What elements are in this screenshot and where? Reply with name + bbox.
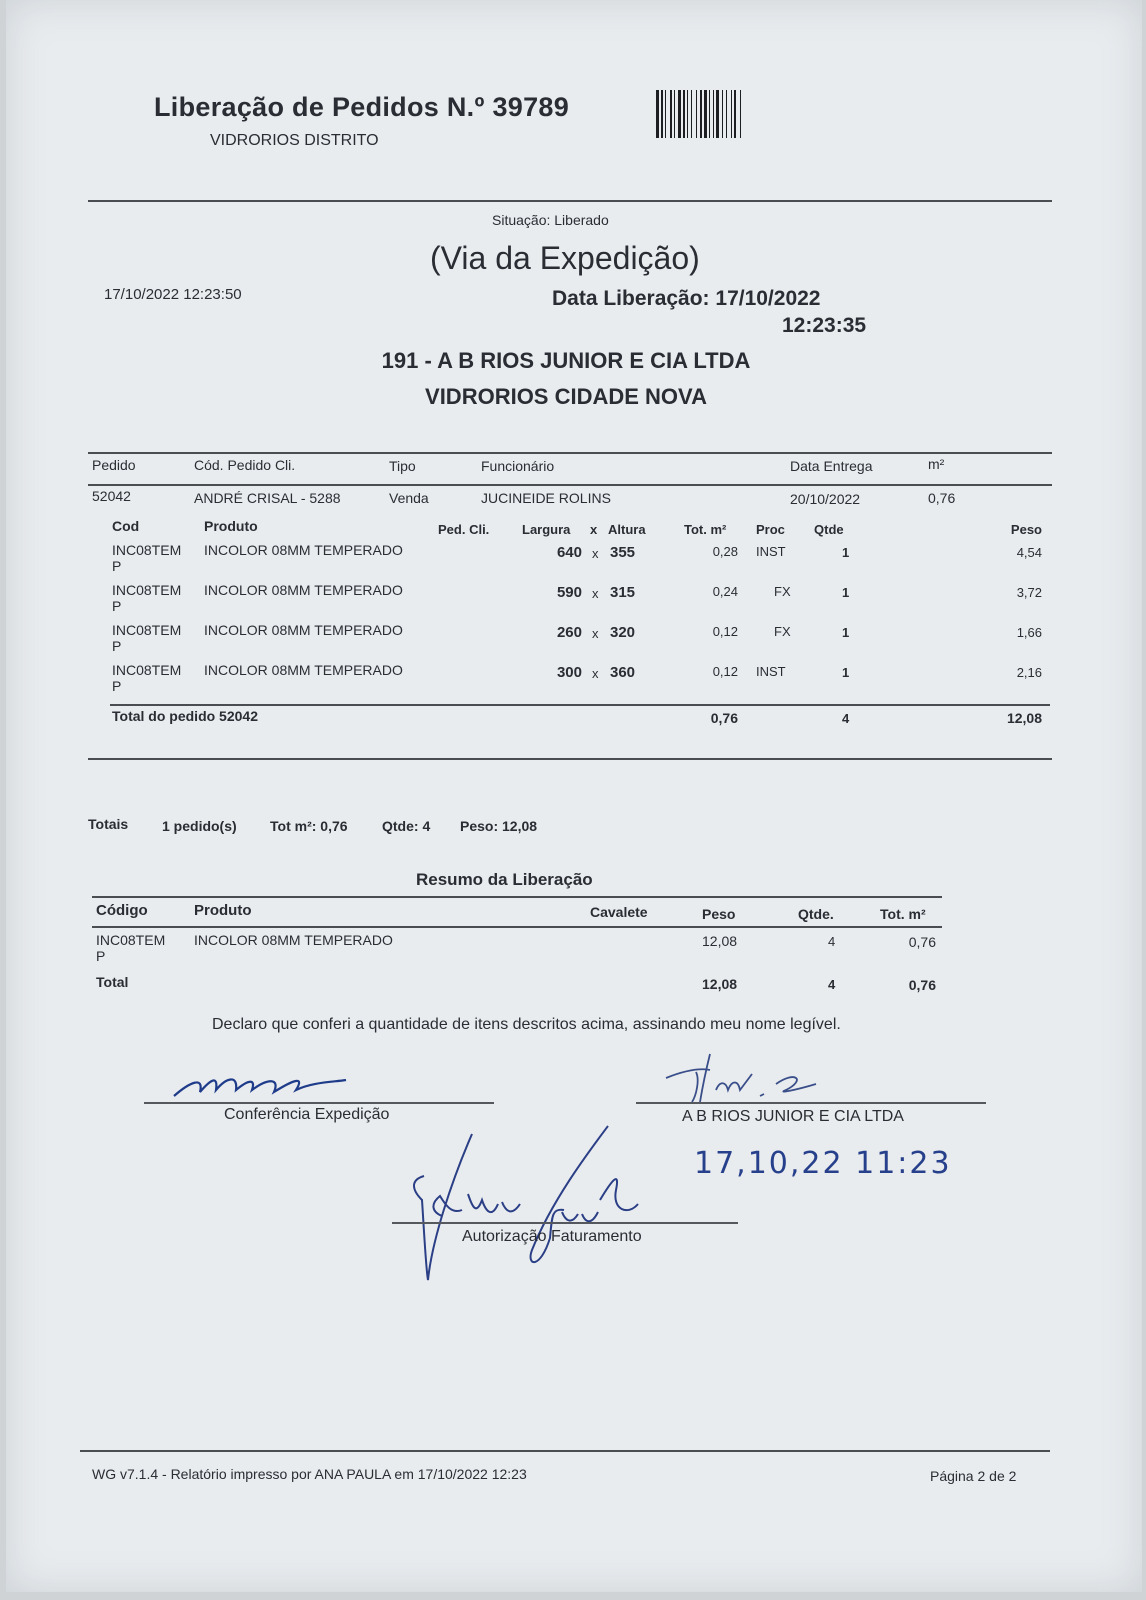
totals-m2: Tot m²: 0,76 [270, 818, 348, 834]
signature-label-cliente: A B RIOS JUNIOR E CIA LTDA [682, 1108, 904, 1125]
row-proc: FX [774, 584, 791, 599]
row-cod: INC08TEM [112, 662, 182, 678]
col-header-proc: Proc [756, 522, 785, 537]
signature-label-conferencia: Conferência Expedição [224, 1106, 390, 1123]
row-cod-cont: P [112, 678, 122, 694]
order-total-m2: 0,76 [710, 710, 738, 726]
order-total-peso: 12,08 [1006, 710, 1042, 726]
row-tot-m2: 0,24 [712, 584, 738, 599]
row-x: x [592, 546, 599, 561]
order-total-qtde: 4 [842, 711, 850, 726]
row-largura: 300 [556, 664, 582, 681]
col-header-peso: Peso [1010, 522, 1042, 537]
barcode-bar [734, 90, 736, 138]
row-altura: 315 [610, 584, 636, 601]
row-proc: INST [756, 664, 786, 679]
summary-row-cod: INC08TEM [96, 932, 166, 948]
row-cod-cont: P [112, 638, 122, 654]
row-qtde: 1 [842, 665, 850, 680]
row-tot-m2: 0,28 [712, 544, 738, 559]
row-peso: 4,54 [1016, 545, 1042, 560]
barcode-bar [722, 90, 723, 138]
row-altura: 320 [610, 624, 636, 641]
barcode-bar [740, 90, 741, 138]
row-produto: INCOLOR 08MM TEMPERADO [204, 582, 403, 598]
summary-row-tot-m2: 0,76 [908, 934, 936, 950]
status-label: Situação: Liberado [492, 212, 609, 228]
signature-line [144, 1102, 494, 1104]
barcode-bar [700, 90, 702, 138]
divider [88, 452, 1052, 454]
divider [88, 758, 1052, 760]
barcode-bar [731, 90, 732, 138]
totals-qtde: Qtde: 4 [382, 818, 431, 834]
divider [88, 484, 1052, 486]
row-cod: INC08TEM [112, 622, 182, 638]
divider [88, 200, 1052, 202]
table-row [6, 616, 1142, 656]
order-type: Venda [389, 490, 429, 506]
barcode-bar [691, 90, 692, 138]
col-header-funcionario: Funcionário [481, 458, 555, 474]
employee: JUCINEIDE ROLINS [481, 490, 611, 506]
col-header-altura: Altura [608, 522, 646, 537]
release-date: Data Liberação: 17/10/2022 [552, 287, 821, 310]
order-number: 52042 [92, 488, 131, 504]
barcode-bar [670, 90, 672, 138]
barcode-bar [726, 90, 727, 138]
barcode-bar [678, 90, 681, 138]
row-cod-cont: P [112, 598, 122, 614]
barcode-bar [665, 90, 666, 138]
divider [80, 1450, 1050, 1452]
order-total-label: Total do pedido 52042 [112, 708, 258, 724]
signature-line [636, 1102, 986, 1104]
row-tot-m2: 0,12 [712, 664, 738, 679]
summary-total-label: Total [96, 974, 129, 990]
row-qtde: 1 [842, 545, 850, 560]
table-row [6, 656, 1142, 696]
summary-col-tot-m2: Tot. m² [880, 906, 926, 922]
col-header-pedido: Pedido [92, 457, 136, 473]
row-produto: INCOLOR 08MM TEMPERADO [204, 622, 403, 638]
signature-line [392, 1222, 738, 1224]
client-order-code: ANDRÉ CRISAL - 5288 [194, 490, 341, 506]
table-row [6, 536, 1142, 576]
col-header-x: x [590, 522, 598, 537]
signature-autorizacao [402, 1120, 662, 1290]
row-altura: 355 [610, 544, 636, 561]
summary-col-codigo: Código [96, 902, 148, 919]
barcode-bar [709, 90, 710, 138]
summary-col-produto: Produto [194, 902, 252, 919]
row-proc: INST [756, 544, 786, 559]
summary-row-peso: 12,08 [702, 933, 738, 949]
summary-col-cavalete: Cavalete [590, 904, 648, 920]
divider [110, 704, 1050, 706]
signature-cliente [656, 1050, 836, 1110]
copy-type: (Via da Expedição) [430, 240, 700, 276]
declaration-text: Declaro que conferi a quantidade de itens descritos acima, assinando meu nome legível. [212, 1016, 841, 1033]
client-name: 191 - A B RIOS JUNIOR E CIA LTDA [381, 348, 751, 373]
page-number: Página 2 de 2 [930, 1468, 1017, 1484]
barcode-bar [716, 90, 719, 138]
signature-conferencia [156, 1060, 366, 1108]
footer-print-info: WG v7.1.4 - Relatório impresso por ANA PAULA em 17/10/2022 12:23 [92, 1466, 527, 1482]
summary-col-qtde: Qtde. [798, 906, 834, 922]
order-m2: 0,76 [928, 490, 956, 506]
delivery-date: 20/10/2022 [790, 491, 861, 507]
summary-total-tot-m2: 0,76 [908, 977, 936, 993]
barcode-bar [687, 90, 688, 138]
row-proc: FX [774, 624, 791, 639]
divider [92, 896, 942, 898]
row-largura: 260 [556, 624, 582, 641]
totals-peso: Peso: 12,08 [460, 818, 538, 834]
release-time: 12:23:35 [782, 314, 867, 337]
col-header-largura: Largura [522, 522, 571, 537]
row-qtde: 1 [842, 625, 850, 640]
document-title: Liberação de Pedidos N.º 39789 [154, 92, 570, 122]
col-header-data-entrega: Data Entrega [790, 458, 873, 474]
row-produto: INCOLOR 08MM TEMPERADO [204, 542, 403, 558]
issuer-company: VIDRORIOS DISTRITO [210, 132, 379, 149]
summary-row [6, 928, 1142, 968]
col-header-m2: m² [928, 456, 945, 472]
summary-title: Resumo da Liberação [416, 870, 593, 889]
row-cod: INC08TEM [112, 542, 182, 558]
row-cod-cont: P [112, 558, 122, 574]
barcode-bar [713, 90, 714, 138]
document-page [6, 0, 1142, 1592]
row-largura: 590 [556, 584, 582, 601]
totals-label: Totais [88, 816, 129, 832]
barcode-bar [656, 90, 659, 138]
table-row [6, 576, 1142, 616]
row-tot-m2: 0,12 [712, 624, 738, 639]
row-cod: INC08TEM [112, 582, 182, 598]
client-store: VIDRORIOS CIDADE NOVA [425, 384, 707, 409]
row-peso: 2,16 [1016, 665, 1042, 680]
barcode [656, 90, 836, 140]
signature-label-autorizacao: Autorização Faturamento [462, 1228, 642, 1245]
row-peso: 1,66 [1016, 625, 1042, 640]
summary-col-peso: Peso [702, 906, 736, 922]
row-x: x [592, 666, 599, 681]
row-qtde: 1 [842, 585, 850, 600]
summary-row-produto: INCOLOR 08MM TEMPERADO [194, 932, 393, 948]
barcode-bar [674, 90, 675, 138]
summary-row-cod-cont: P [96, 948, 106, 964]
handwritten-date: 17,10,22 11:23 [694, 1146, 952, 1181]
barcode-bar [696, 90, 697, 138]
row-largura: 640 [556, 544, 582, 561]
totals-orders: 1 pedido(s) [162, 818, 237, 834]
row-x: x [592, 586, 599, 601]
col-header-produto: Produto [204, 518, 258, 534]
row-x: x [592, 626, 599, 641]
summary-total-peso: 12,08 [702, 976, 738, 992]
barcode-bar [683, 90, 685, 138]
col-header-tot-m2: Tot. m² [684, 522, 727, 537]
row-produto: INCOLOR 08MM TEMPERADO [204, 662, 403, 678]
row-altura: 360 [610, 664, 636, 681]
barcode-bar [661, 90, 663, 138]
print-timestamp: 17/10/2022 12:23:50 [104, 286, 242, 303]
col-header-tipo: Tipo [389, 458, 416, 474]
col-header-qtde: Qtde [814, 522, 844, 537]
col-header-cod-cli: Cód. Pedido Cli. [194, 457, 296, 473]
col-header-ped-cli: Ped. Cli. [438, 522, 490, 537]
row-peso: 3,72 [1016, 585, 1042, 600]
summary-total-qtde: 4 [828, 977, 836, 992]
col-header-cod: Cod [112, 518, 140, 534]
barcode-bar [704, 90, 707, 138]
summary-row-qtde: 4 [828, 934, 836, 949]
